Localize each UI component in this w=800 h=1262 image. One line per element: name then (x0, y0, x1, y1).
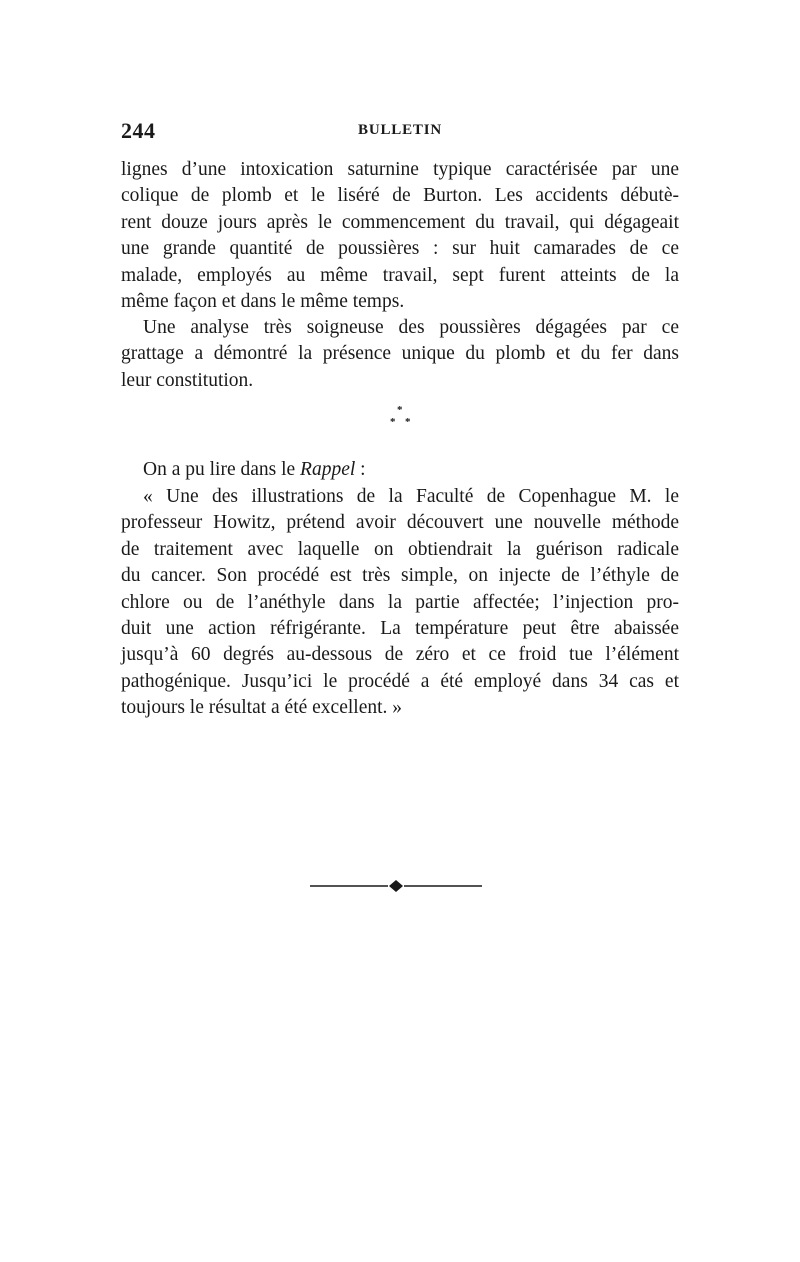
text-line: rent douze jours après le commencement du travail, qui dégageait (121, 211, 679, 233)
page-number: 244 (121, 118, 156, 143)
quotation-block (121, 484, 679, 722)
text-line (121, 457, 679, 483)
newspaper-title: Rappel (300, 459, 356, 480)
page-header (121, 118, 679, 144)
paragraph-lead-poisoning (121, 157, 679, 315)
text-line: professeur Howitz, prétend avoir découvert une nouvelle méthode (121, 512, 679, 534)
text-line: grattage a démontré la présence unique du plomb et du fer dans (121, 343, 679, 365)
text-line: « Une des illustrations de la Faculté de Copenhague M. le (143, 486, 679, 507)
asterism-star-icon: * (390, 416, 396, 428)
intro-lead: On a pu lire dans le (143, 459, 301, 480)
text-line: leur constitution. (121, 369, 254, 391)
text-line: même façon et dans le même temps. (121, 291, 405, 313)
text-line: une grande quantité de poussières : sur huit camarades de ce (121, 238, 679, 260)
asterism-separator (380, 405, 420, 435)
asterism-star-icon: * (397, 404, 403, 416)
text-line: Une analyse très soigneuse des poussières dégagées par ce (143, 317, 679, 338)
asterism-star-icon: * (405, 416, 411, 428)
text-line: colique de plomb et le liséré de Burton. Les accidents débutè- (121, 185, 679, 207)
text-line: malade, employés au même travail, sept furent atteints de la (121, 264, 679, 286)
text-line: pathogénique. Jusqu’ici le procédé a été employé dans 34 cas et (121, 670, 679, 692)
text-line: de traitement avec laquelle on obtiendrait la guérison radicale (121, 538, 679, 560)
paragraph-dust-analysis (121, 315, 679, 394)
text-line: lignes d’une intoxication saturnine typique caractérisée par une (121, 159, 679, 180)
paragraph-rappel-intro (121, 457, 679, 483)
text-line: duit une action réfrigérante. La température peut être abaissée (121, 618, 679, 640)
intro-tail: : (355, 459, 366, 480)
text-line: du cancer. Son procédé est très simple, on injecte de l’éthyle de (121, 565, 679, 587)
text-line: chlore ou de l’anéthyle dans la partie affectée; l’injection pro- (121, 591, 679, 613)
running-head: BULLETIN (358, 122, 442, 138)
diamond-rule-ornament-icon (310, 878, 482, 894)
text-line: jusqu’à 60 degrés au-dessous de zéro et ce froid tue l’élément (121, 644, 679, 666)
text-line: toujours le résultat a été excellent. » (121, 697, 403, 719)
